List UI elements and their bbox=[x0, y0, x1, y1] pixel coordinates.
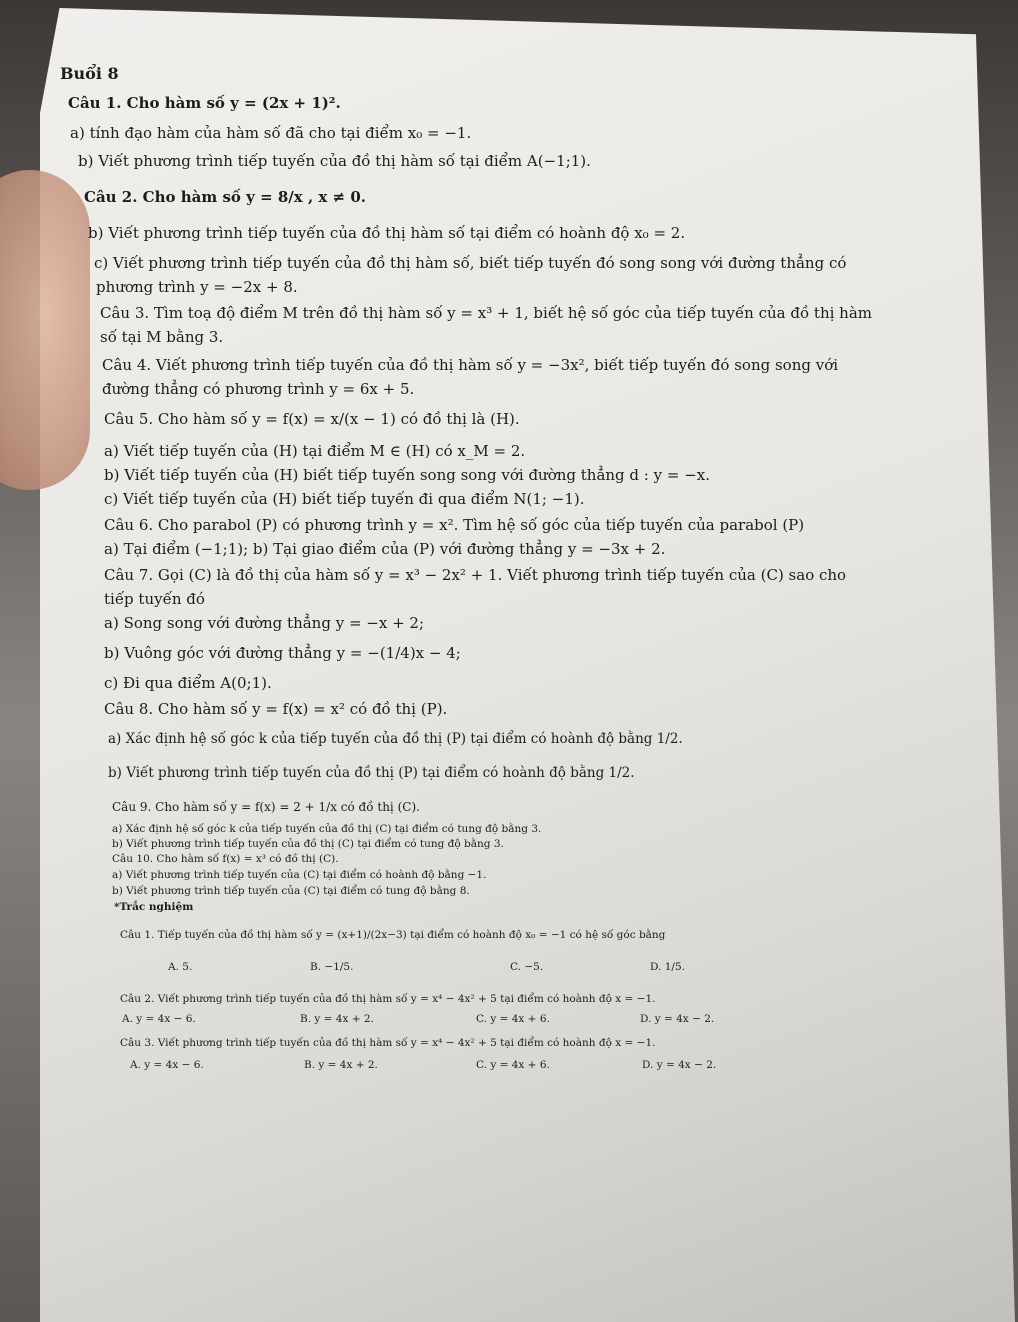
mc-3-option-a: A. y = 4x − 6. bbox=[130, 1059, 204, 1071]
mc-3-option-d: D. y = 4x − 2. bbox=[642, 1059, 717, 1071]
question-6: Câu 6. Cho parabol (P) có phương trình y = x². Tìm hệ số góc của tiếp tuyến của parabol (P) bbox=[104, 516, 805, 534]
question-7: Câu 7. Gọi (C) là đồ thị của hàm số y = x³ − 2x² + 1. Viết phương trình tiếp tuyến của (C) sao cho bbox=[104, 566, 847, 584]
question-10b: b) Viết phương trình tiếp tuyến của (C) tại điểm có tung độ bằng 8. bbox=[112, 885, 470, 897]
question-8b: b) Viết phương trình tiếp tuyến của đồ thị (P) tại điểm có hoành độ bằng 1/2. bbox=[108, 765, 635, 781]
question-5a: a) Viết tiếp tuyến của (H) tại điểm M ∈ (H) có x_M = 2. bbox=[104, 442, 526, 460]
question-5b: b) Viết tiếp tuyến của (H) biết tiếp tuyến song song với đường thẳng d : y = −x. bbox=[104, 466, 710, 484]
mc-question-1: Câu 1. Tiếp tuyến của đồ thị hàm số y = (x+1)/(2x−3) tại điểm có hoành độ x₀ = −1 có hệ số góc bằng bbox=[120, 929, 666, 941]
question-2c-cont: phương trình y = −2x + 8. bbox=[96, 278, 298, 296]
mc-2-option-c: C. y = 4x + 6. bbox=[476, 1013, 550, 1025]
question-10a: a) Viết phương trình tiếp tuyến của (C) tại điểm có hoành độ bằng −1. bbox=[112, 869, 487, 881]
mc-question-3: Câu 3. Viết phương trình tiếp tuyến của đồ thị hàm số y = x⁴ − 4x² + 5 tại điểm có hoành độ x = −1. bbox=[120, 1037, 656, 1049]
question-7-cont: tiếp tuyến đó bbox=[104, 590, 205, 608]
mc-3-option-b: B. y = 4x + 2. bbox=[304, 1059, 378, 1071]
question-9a: a) Xác định hệ số góc k của tiếp tuyến của đồ thị (C) tại điểm có tung độ bằng 3. bbox=[112, 823, 542, 835]
multiple-choice-heading: *Trắc nghiệm bbox=[114, 901, 194, 913]
question-2c: c) Viết phương trình tiếp tuyến của đồ thị hàm số, biết tiếp tuyến đó song song với đường thẳng có bbox=[94, 254, 847, 272]
mc-1-option-c: C. −5. bbox=[510, 961, 544, 973]
question-5: Câu 5. Cho hàm số y = f(x) = x/(x − 1) có đồ thị là (H). bbox=[104, 410, 520, 428]
question-1b: b) Viết phương trình tiếp tuyến của đồ thị hàm số tại điểm A(−1;1). bbox=[78, 152, 591, 170]
question-1a: a) tính đạo hàm của hàm số đã cho tại điểm x₀ = −1. bbox=[70, 124, 472, 142]
finger-shadow bbox=[0, 170, 90, 490]
question-2: Câu 2. Cho hàm số y = 8/x , x ≠ 0. bbox=[84, 188, 366, 206]
mc-1-option-b: B. −1/5. bbox=[310, 961, 354, 973]
question-7b: b) Vuông góc với đường thẳng y = −(1/4)x − 4; bbox=[104, 644, 461, 662]
session-title: Buổi 8 bbox=[60, 64, 119, 83]
question-8a: a) Xác định hệ số góc k của tiếp tuyến của đồ thị (P) tại điểm có hoành độ bằng 1/2. bbox=[108, 731, 683, 747]
question-9: Câu 9. Cho hàm số y = f(x) = 2 + 1/x có đồ thị (C). bbox=[112, 800, 420, 814]
question-4: Câu 4. Viết phương trình tiếp tuyến của đồ thị hàm số y = −3x², biết tiếp tuyến đó song song với bbox=[102, 356, 839, 374]
question-1: Câu 1. Cho hàm số y = (2x + 1)². bbox=[68, 94, 341, 112]
question-9b: b) Viết phương trình tiếp tuyến của đồ thị (C) tại điểm có tung độ bằng 3. bbox=[112, 838, 504, 850]
mc-1-option-d: D. 1/5. bbox=[650, 961, 685, 973]
mc-2-option-d: D. y = 4x − 2. bbox=[640, 1013, 715, 1025]
question-3: Câu 3. Tìm toạ độ điểm M trên đồ thị hàm số y = x³ + 1, biết hệ số góc của tiếp tuyến của đồ thị hàm bbox=[100, 304, 873, 322]
question-7c: c) Đi qua điểm A(0;1). bbox=[104, 674, 272, 692]
question-6ab: a) Tại điểm (−1;1); b) Tại giao điểm của (P) với đường thẳng y = −3x + 2. bbox=[104, 540, 666, 558]
mc-3-option-c: C. y = 4x + 6. bbox=[476, 1059, 550, 1071]
question-7a: a) Song song với đường thẳng y = −x + 2; bbox=[104, 614, 425, 632]
question-4-cont: đường thẳng có phương trình y = 6x + 5. bbox=[102, 380, 415, 398]
mc-question-2: Câu 2. Viết phương trình tiếp tuyến của đồ thị hàm số y = x⁴ − 4x² + 5 tại điểm có hoành độ x = −1. bbox=[120, 993, 656, 1005]
question-10: Câu 10. Cho hàm số f(x) = x³ có đồ thị (C). bbox=[112, 853, 339, 865]
mc-1-option-a: A. 5. bbox=[168, 961, 193, 973]
mc-2-option-a: A. y = 4x − 6. bbox=[122, 1013, 196, 1025]
question-2b: b) Viết phương trình tiếp tuyến của đồ thị hàm số tại điểm có hoành độ x₀ = 2. bbox=[88, 224, 686, 242]
mc-2-option-b: B. y = 4x + 2. bbox=[300, 1013, 374, 1025]
question-5c: c) Viết tiếp tuyến của (H) biết tiếp tuyến đi qua điểm N(1; −1). bbox=[104, 490, 585, 508]
question-8: Câu 8. Cho hàm số y = f(x) = x² có đồ thị (P). bbox=[104, 700, 448, 718]
question-3-cont: số tại M bằng 3. bbox=[100, 328, 224, 346]
